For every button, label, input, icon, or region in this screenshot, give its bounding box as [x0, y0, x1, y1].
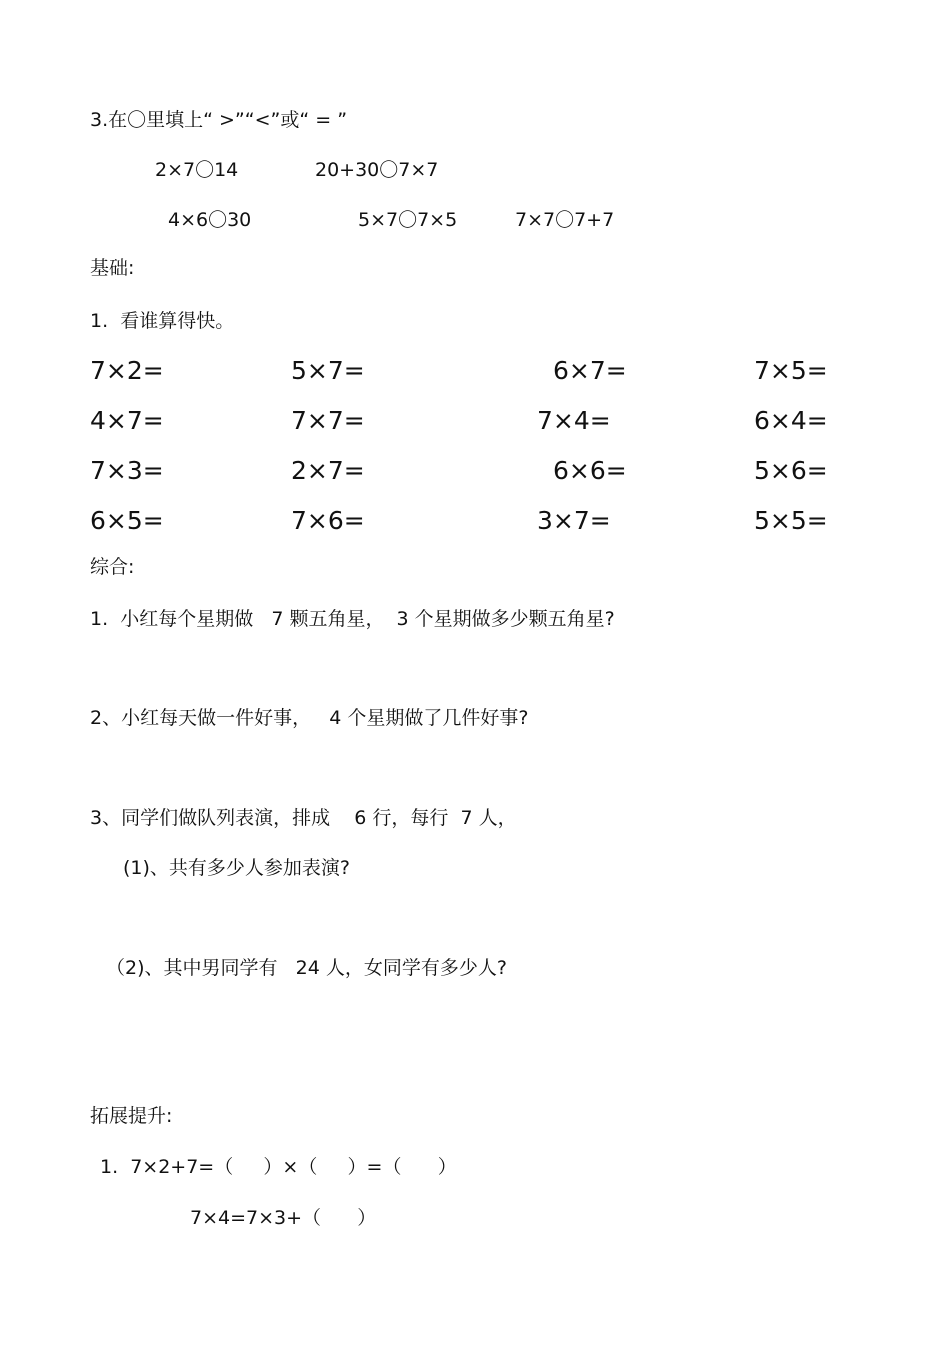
compare-item-2: 20+30〇7×7: [315, 159, 439, 181]
calc-item: 7×4=: [537, 406, 611, 435]
section3-heading: 3.在〇里填上“ >”“<”或“ = ”: [90, 109, 348, 131]
comprehensive-heading: 综合:: [90, 556, 135, 578]
calc-item: 5×7=: [291, 356, 365, 385]
compare-item-5: 7×7〇7+7: [515, 209, 615, 231]
calc-item: 7×6=: [291, 506, 365, 535]
calc-item: 5×5=: [754, 506, 828, 535]
calc-item: 7×3=: [90, 456, 164, 485]
calc-item: 4×7=: [90, 406, 164, 435]
basic-question-1: 1. 看谁算得快。: [90, 310, 235, 332]
compare-item-4: 5×7〇7×5: [358, 209, 458, 231]
calc-item: 7×7=: [291, 406, 365, 435]
extension-question-1b: 7×4=7×3+（ ）: [190, 1207, 377, 1229]
comprehensive-question-3b: （2)、其中男同学有 24 人，女同学有多少人?: [106, 957, 507, 979]
calc-item: 6×6=: [553, 456, 627, 485]
comprehensive-question-3: 3、同学们做队列表演，排成 6 行，每行 7 人，: [90, 807, 517, 829]
comprehensive-question-3a: (1)、共有多少人参加表演?: [123, 857, 350, 879]
calc-item: 2×7=: [291, 456, 365, 485]
extension-question-1: 1. 7×2+7=（ ）×（ ）=（ ）: [100, 1156, 457, 1178]
calc-item: 7×5=: [754, 356, 828, 385]
compare-item-3: 4×6〇30: [168, 209, 252, 231]
calc-item: 6×4=: [754, 406, 828, 435]
extension-heading: 拓展提升:: [90, 1105, 173, 1127]
comprehensive-question-2: 2、小红每天做一件好事， 4 个星期做了几件好事?: [90, 707, 529, 729]
calc-item: 7×2=: [90, 356, 164, 385]
calc-item: 3×7=: [537, 506, 611, 535]
calc-item: 6×7=: [553, 356, 627, 385]
compare-item-1: 2×7〇14: [155, 159, 239, 181]
calc-item: 5×6=: [754, 456, 828, 485]
basic-heading: 基础:: [90, 257, 135, 279]
calc-item: 6×5=: [90, 506, 164, 535]
comprehensive-question-1: 1. 小红每个星期做 7 颗五角星， 3 个星期做多少颗五角星?: [90, 608, 615, 630]
